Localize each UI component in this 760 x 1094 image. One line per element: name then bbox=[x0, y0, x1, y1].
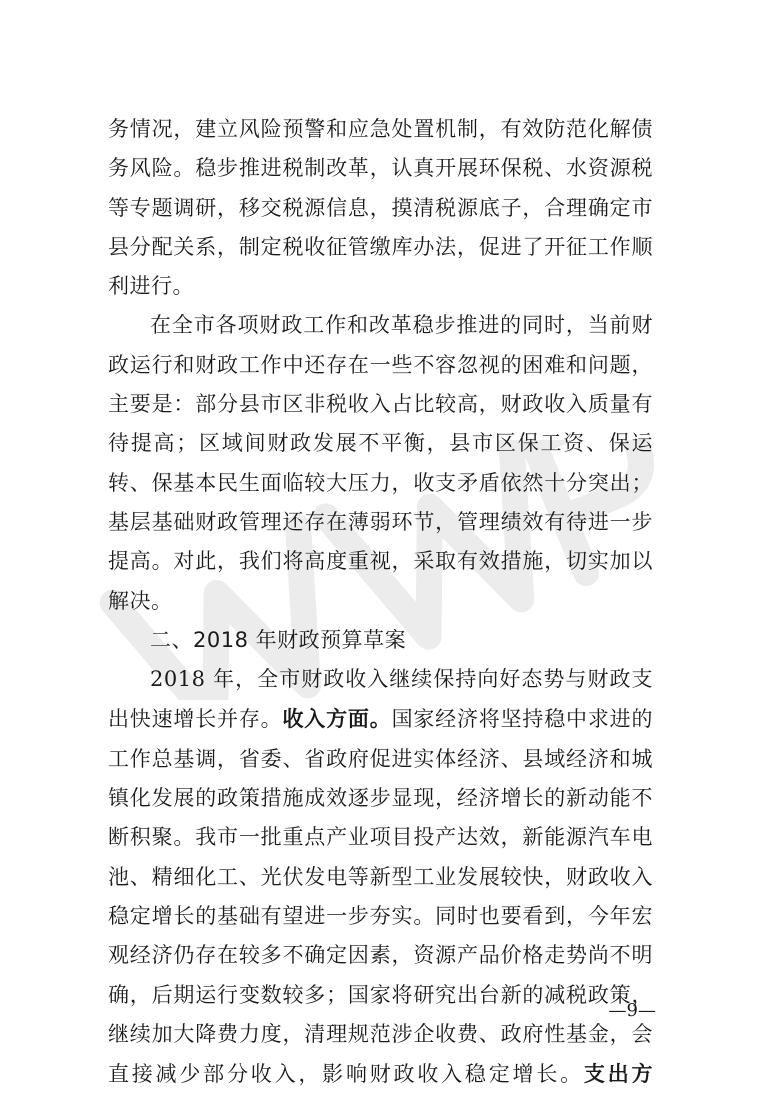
paragraph-debt-tax: 务情况，建立风险预警和应急处置机制，有效防范化解债务风险。稳步推进税制改革，认真开展环保税、水资源税等专题调研，移交税源信息，摸清税源底子，合理确定市县分配关系，制定税收征管缴库办法，促进了开征工作顺利进行。 bbox=[108, 117, 653, 299]
outlook-lead-text: 2018 年，全市财政收入继续保持向好态势与财政支出快速增长并存。 bbox=[108, 667, 653, 732]
document-body bbox=[108, 110, 653, 1094]
paragraph-problems: 在全市各项财政工作和改革稳步推进的同时，当前财政运行和财政工作中还存在一些不容忽视的困难和问题，主要是：部分县市区非税收入占比较高，财政收入质量有待提高；区域间财政发展不平衡，县市区保工资、保运转、保基本民生面临较大压力，收支矛盾依然十分突出；基层基础财政管理还存在薄弱环节，管理绩效有待进一步提高。对此，我们将高度重视，采取有效措施，切实加以解决。 bbox=[108, 313, 653, 613]
revenue-aspect-label: 收入方面。 bbox=[282, 706, 392, 732]
expenditure-aspect-label: 支出方 bbox=[583, 1061, 654, 1087]
section-heading-2018-budget: 二、2018 年财政预算草案 bbox=[150, 627, 407, 652]
outlook-main-text: 国家经济将坚持稳中求进的工作总基调，省委、省政府促进实体经济、县域经济和城镇化发展的政策措施成效逐步显现，经济增长的新动能不断积聚。我市一批重点产业项目投产达效，新能源汽车电池、精细化工、光伏发电等新型工业发展较快，财政收入稳定增长的基础有望进一步夯实。同时也要看到，今年宏观经济仍存在较多不确定因素，资源产品价格走势尚不明确，后期运行变数较多；国家将研究出台新的减税政策，继续加大降费力度，清理规范涉企收费、政府性基金，会直接减少部分收入，影响财政收入稳定增长。 bbox=[108, 707, 653, 1087]
page-number: —9— bbox=[608, 1000, 656, 1021]
paragraph-2018-outlook bbox=[108, 660, 653, 1094]
